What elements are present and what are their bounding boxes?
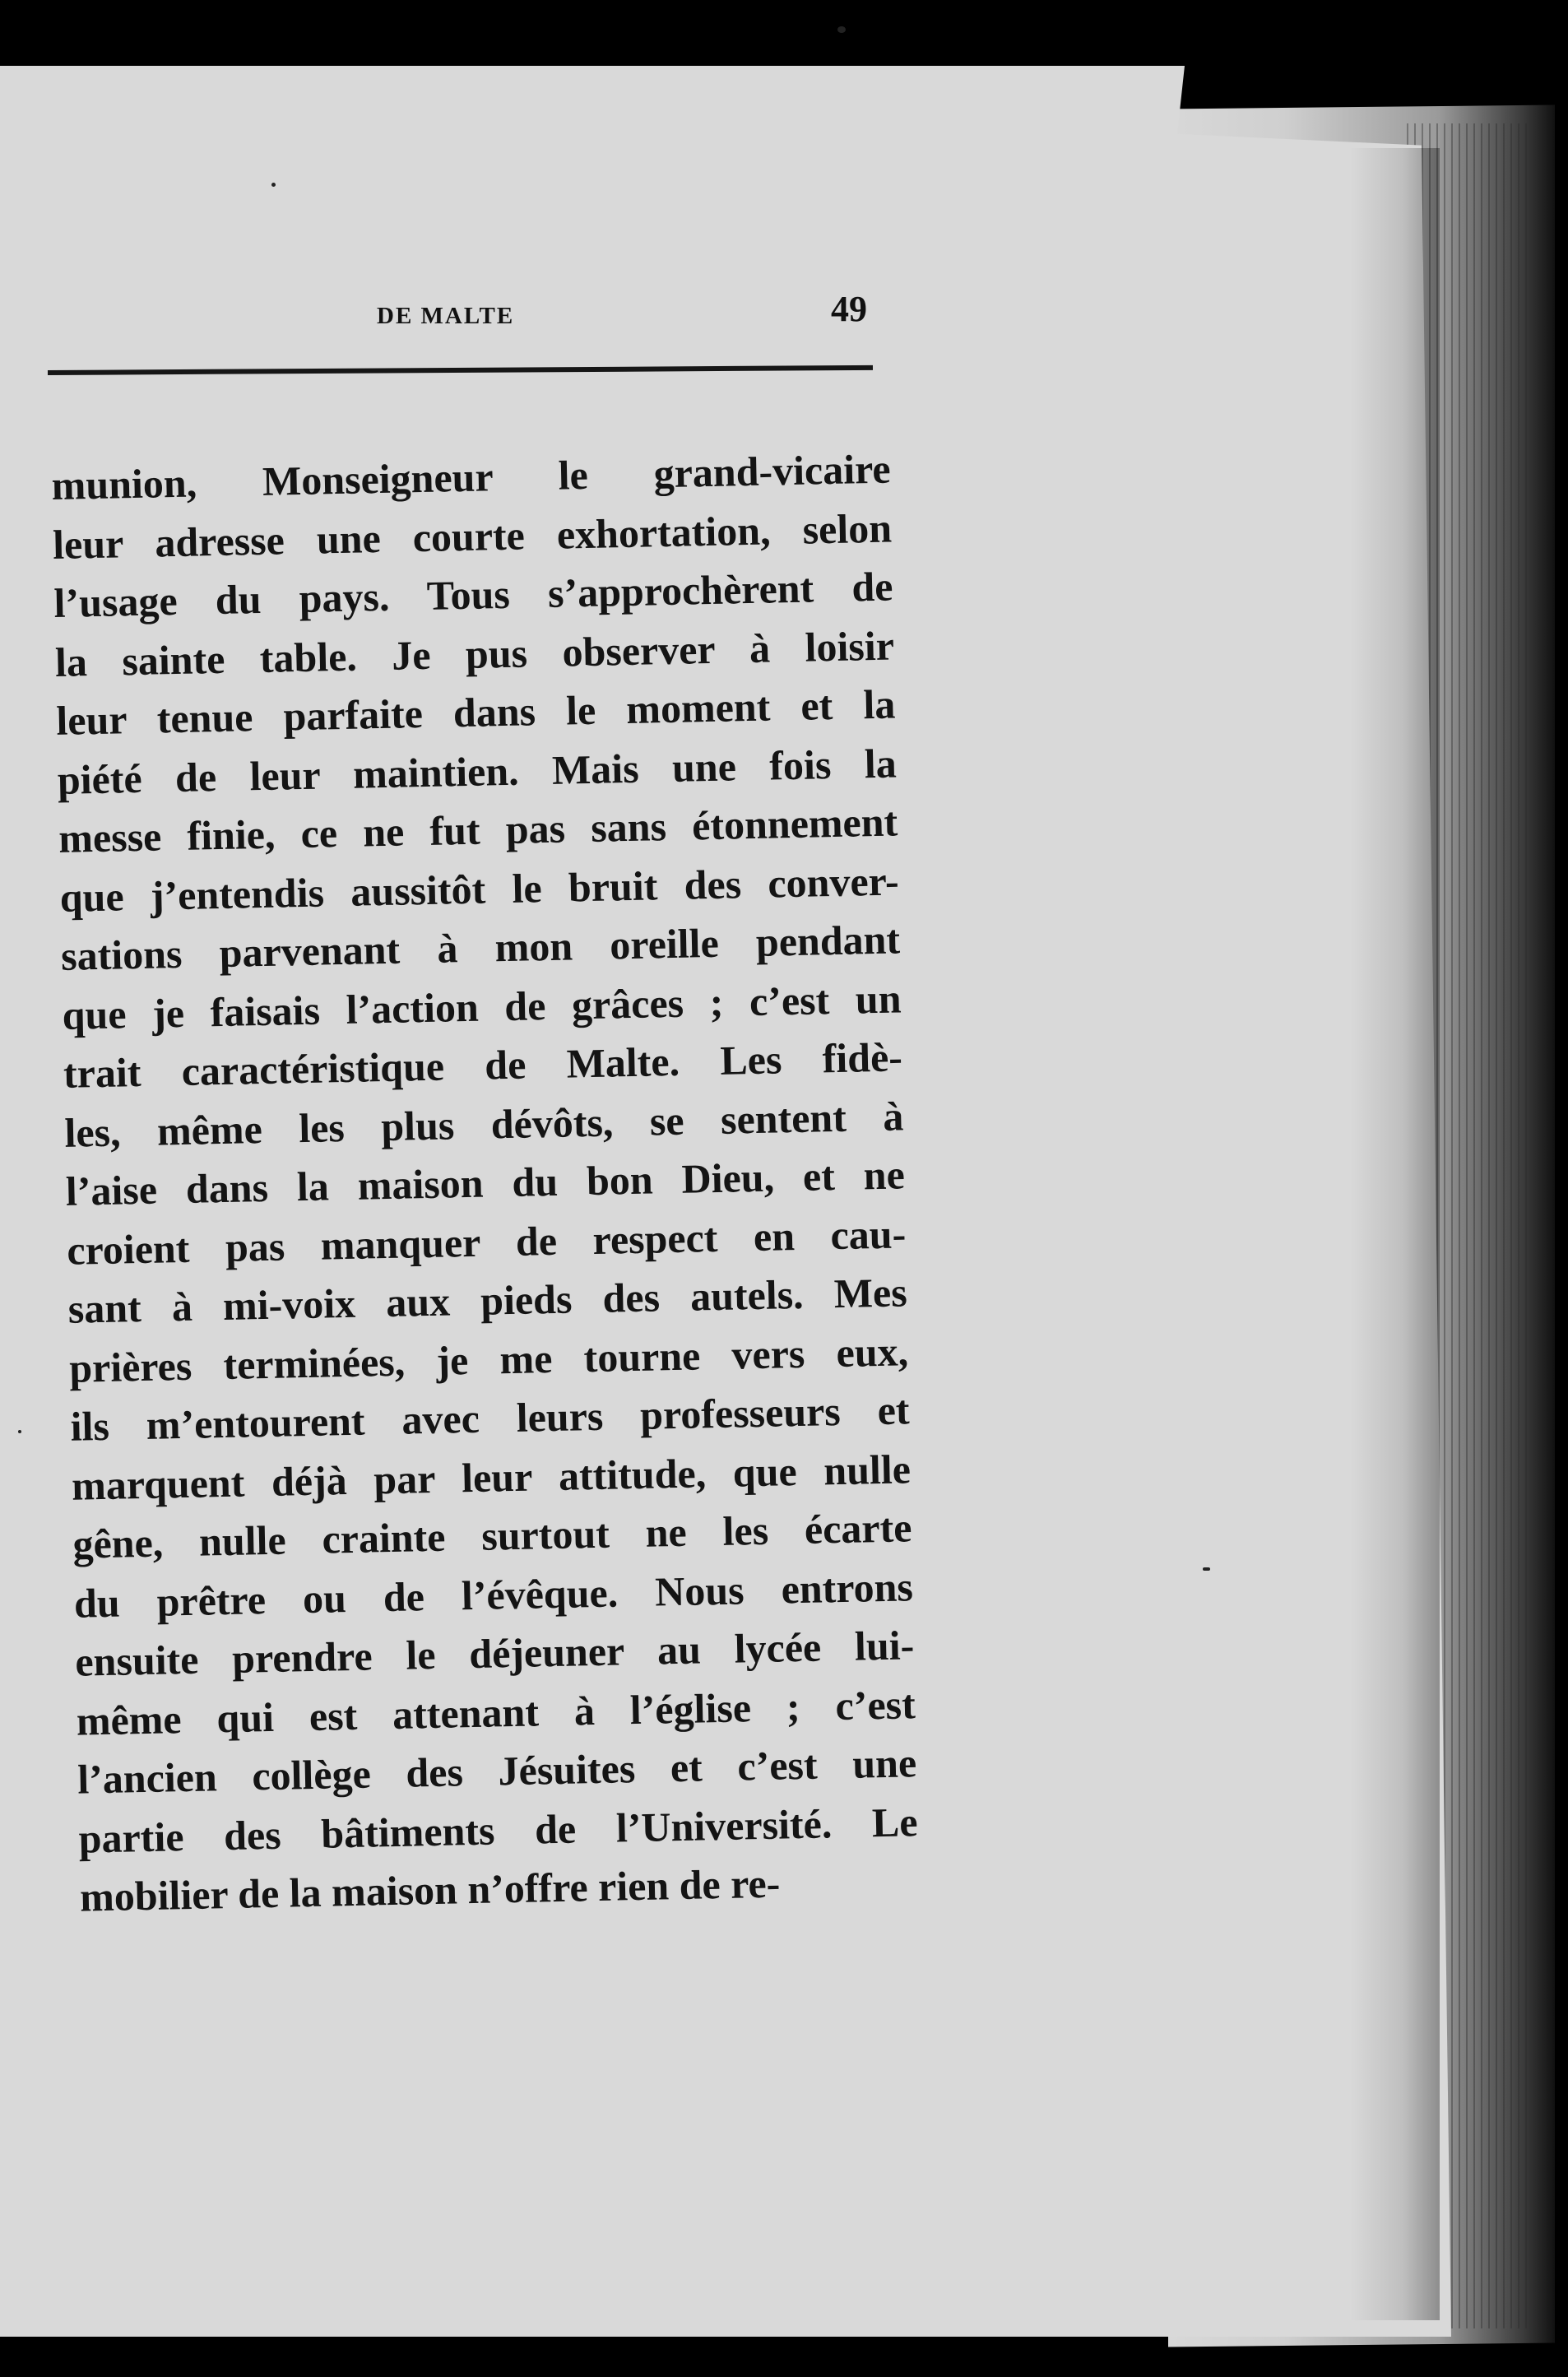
paper-shadow xyxy=(1349,148,1440,2320)
text-line: l’aise dans la maison du bon Dieu, et ne xyxy=(65,1151,906,1214)
text-line: ils m’entourent avec leurs professeurs et xyxy=(70,1386,911,1450)
text-line: les, même les plus dévôts, se sentent à xyxy=(63,1092,904,1156)
text-line: trait caractéristique de Malte. Les fidè- xyxy=(63,1033,903,1097)
text-line: prières terminées, je me tourne vers eux, xyxy=(68,1327,909,1391)
text-line: marquent déjà par leur attitude, que nulle xyxy=(71,1445,912,1509)
text-line: gêne, nulle crainte surtout ne les écarte xyxy=(72,1504,912,1567)
text-line: leur tenue parfaite dans le moment et la xyxy=(55,680,896,744)
text-line: sations parvenant à mon oreille pendant xyxy=(60,916,901,979)
text-line: sant à mi-voix aux pieds des autels. Mes xyxy=(67,1269,908,1332)
text-line: piété de leur maintien. Mais une fois la xyxy=(57,739,898,803)
text-line: la sainte table. Je pus observer à loisir xyxy=(54,621,895,685)
text-line: l’ancien collège des Jésuites et c’est une xyxy=(77,1739,917,1803)
text-line: messe finie, ce ne fut pas sans étonnement xyxy=(58,798,898,861)
text-line: même qui est attenant à l’église ; c’est xyxy=(76,1680,916,1744)
text-line: que je faisais l’action de grâces ; c’est un xyxy=(62,974,902,1038)
text-line: mobilier de la maison n’offre rien de re- xyxy=(79,1859,781,1920)
text-line: du prêtre ou de l’évêque. Nous entrons xyxy=(73,1562,914,1627)
page-number: 49 xyxy=(831,289,867,329)
text-line: leur adresse une courte exhortation, selon xyxy=(52,504,893,568)
running-head xyxy=(49,280,880,337)
text-line: munion, Monseigneur le grand-vicaire xyxy=(51,445,892,508)
body-text xyxy=(51,440,920,1928)
dust-speck xyxy=(271,183,276,187)
dust-speck xyxy=(837,26,846,33)
dust-speck xyxy=(1203,1567,1210,1571)
text-line: l’usage du pays. Tous s’approchèrent de xyxy=(53,563,893,626)
header-title: DE MALTE xyxy=(377,303,515,329)
text-line: croient pas manquer de respect en cau- xyxy=(66,1209,907,1274)
text-line: partie des bâtiments de l’Université. Le xyxy=(78,1798,919,1862)
text-line: ensuite prendre le déjeuner au lycée lui- xyxy=(74,1622,915,1685)
dust-speck xyxy=(18,1430,21,1433)
text-line: que j’entendis aussitôt le bruit des conver- xyxy=(59,857,900,921)
